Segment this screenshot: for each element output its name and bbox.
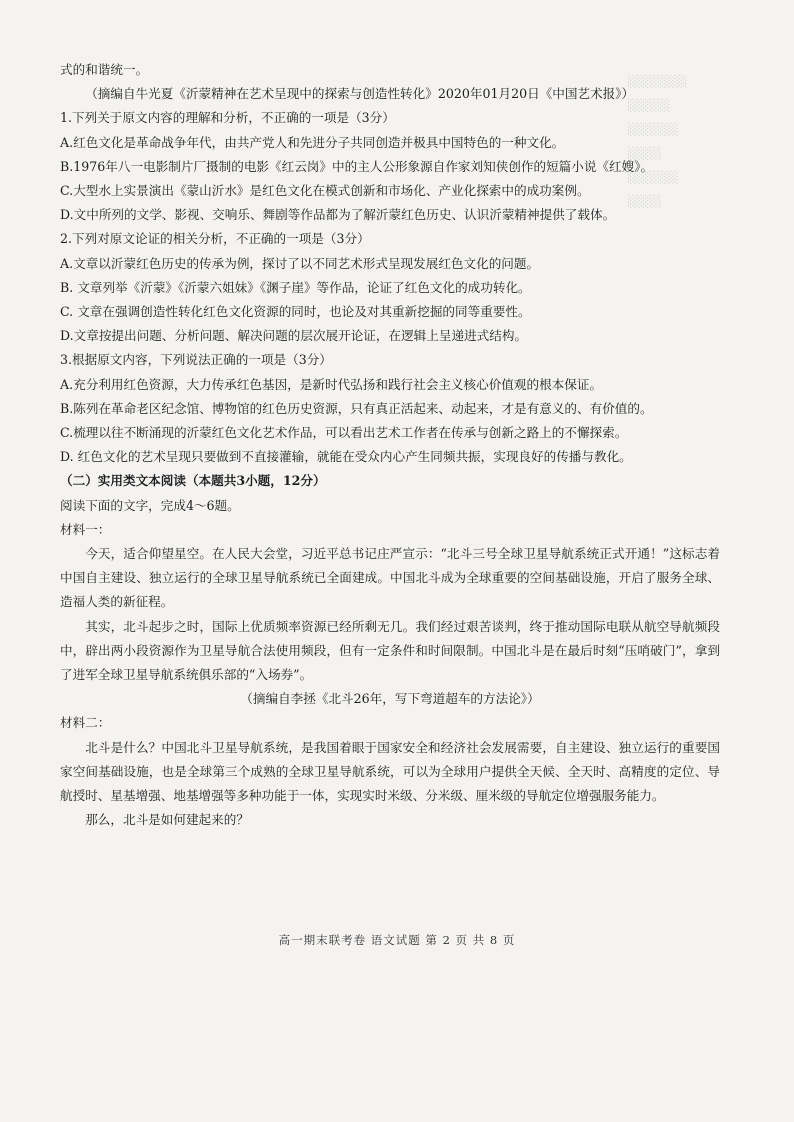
option-2a: A.文章以沂蒙红色历史的传承为例，探讨了以不同艺术形式呈现发展红色文化的问题。 xyxy=(60,255,540,271)
material-2-paragraph: 那么，北斗是如何建起来的？ xyxy=(85,812,249,828)
page-footer: 高一期末联考卷 语文试题 第 2 页 共 8 页 xyxy=(278,933,516,947)
option-3d: D. 红色文化的艺术呈现只要做到不直接灌输，就能在受众内心产生同频共振，实现良好的传播与教化。 xyxy=(60,449,632,465)
option-1c: C.大型水上实景演出《蒙山沂水》是红色文化在模式创新和市场化、产业化探索中的成功案例。 xyxy=(60,183,590,199)
option-3a: A.充分利用红色资源，大力传承红色基因，是新时代弘扬和践行社会主义核心价值观的根本保证。 xyxy=(60,376,603,392)
option-2b: B. 文章列举《沂蒙》《沂蒙六姐妹》《渊子崖》等作品，论证了红色文化的成功转化。 xyxy=(60,279,531,295)
text-line: 式的和谐统一。 xyxy=(60,62,149,77)
material-1-label: 材料一： xyxy=(60,521,111,537)
show-through-text: ░░░░░░░ ░░░░░ ░░░░░░ ░░░░ ░░░░░░ ░░░░ xyxy=(628,75,688,208)
option-1b: B.1976年八一电影制片厂摄制的电影《红云岗》中的主人公形象源自作家刘知侠创作的短篇小说《红嫂》。 xyxy=(60,158,654,174)
question-1: 1.下列关于原文内容的理解和分析，不正确的一项是（3分） xyxy=(60,110,395,126)
option-3b: B.陈列在革命老区纪念馆、博物馆的红色历史资源，只有真正活起来、动起来，才是有意义的、有价值的。 xyxy=(60,400,653,416)
material-1-paragraph: 其实，北斗起步之时，国际上优质频率资源已经所剩无几。我们经过艰苦谈判，终于推动国际电联从航空导航频段中，辟出两小段资源作为卫星导航合法使用频段，但有一定条件和时间限制。中国北斗是在最后时刻“压哨破门”，拿到了进军全球卫星导航系统俱乐部的“入场券”。 xyxy=(60,618,720,683)
option-1d: D.文中所列的文学、影视、交响乐、舞剧等作品都为了解沂蒙红色历史、认识沂蒙精神提供了载体。 xyxy=(60,207,616,223)
source-citation: （摘编自牛光夏《沂蒙精神在艺术呈现中的探索与创造性转化》2020年01月20日《中国艺术报》） xyxy=(85,86,635,102)
question-3: 3.根据原文内容，下列说法正确的一项是（3分） xyxy=(60,352,332,368)
option-1a: A.红色文化是革命战争年代，由共产党人和先进分子共同创造并极具中国特色的一种文化。 xyxy=(60,134,565,150)
material-1-paragraph: 今天，适合仰望星空。在人民大会堂，习近平总书记庄严宣示：“北斗三号全球卫星导航系统正式开通！”这标志着中国自主建设、独立运行的全球卫星导航系统已全面建成。中国北斗成为全球重要的空间基础设施，开启了服务全球、造福人类的新征程。 xyxy=(60,546,720,610)
option-3c: C.梳理以往不断涌现的沂蒙红色文化艺术作品，可以看出艺术工作者在传承与创新之路上的不懈探索。 xyxy=(60,425,628,441)
material-2-paragraph: 北斗是什么？中国北斗卫星导航系统，是我国着眼于国家安全和经济社会发展需要，自主建设、独立运行的重要国家空间基础设施，也是全球第三个成熟的全球卫星导航系统，可以为全球用户提供全天候、全天时、高精度的定位、导航授时、星基增强、地基增强等多种功能于一体，实现实时米级、分米级、厘米级的导航定位增强服务能力。 xyxy=(60,739,720,804)
option-2d: D.文章按提出问题、分析问题、解决问题的层次展开论证，在逻辑上呈递进式结构。 xyxy=(60,328,528,344)
section-heading: （二）实用类文本阅读（本题共3小题，12分） xyxy=(60,473,326,489)
reading-instruction: 阅读下面的文字，完成4～6题。 xyxy=(60,497,240,513)
option-2c: C. 文章在强调创造性转化红色文化资源的同时，也论及对其重新挖掘的同等重要性。 xyxy=(60,304,531,320)
exam-text xyxy=(60,58,720,833)
material-2-label: 材料二： xyxy=(60,715,111,731)
material-1-source: （摘编自李拯《北斗26年，写下弯道超车的方法论》） xyxy=(240,691,540,707)
question-2: 2.下列对原文论证的相关分析，不正确的一项是（3分） xyxy=(60,231,370,247)
